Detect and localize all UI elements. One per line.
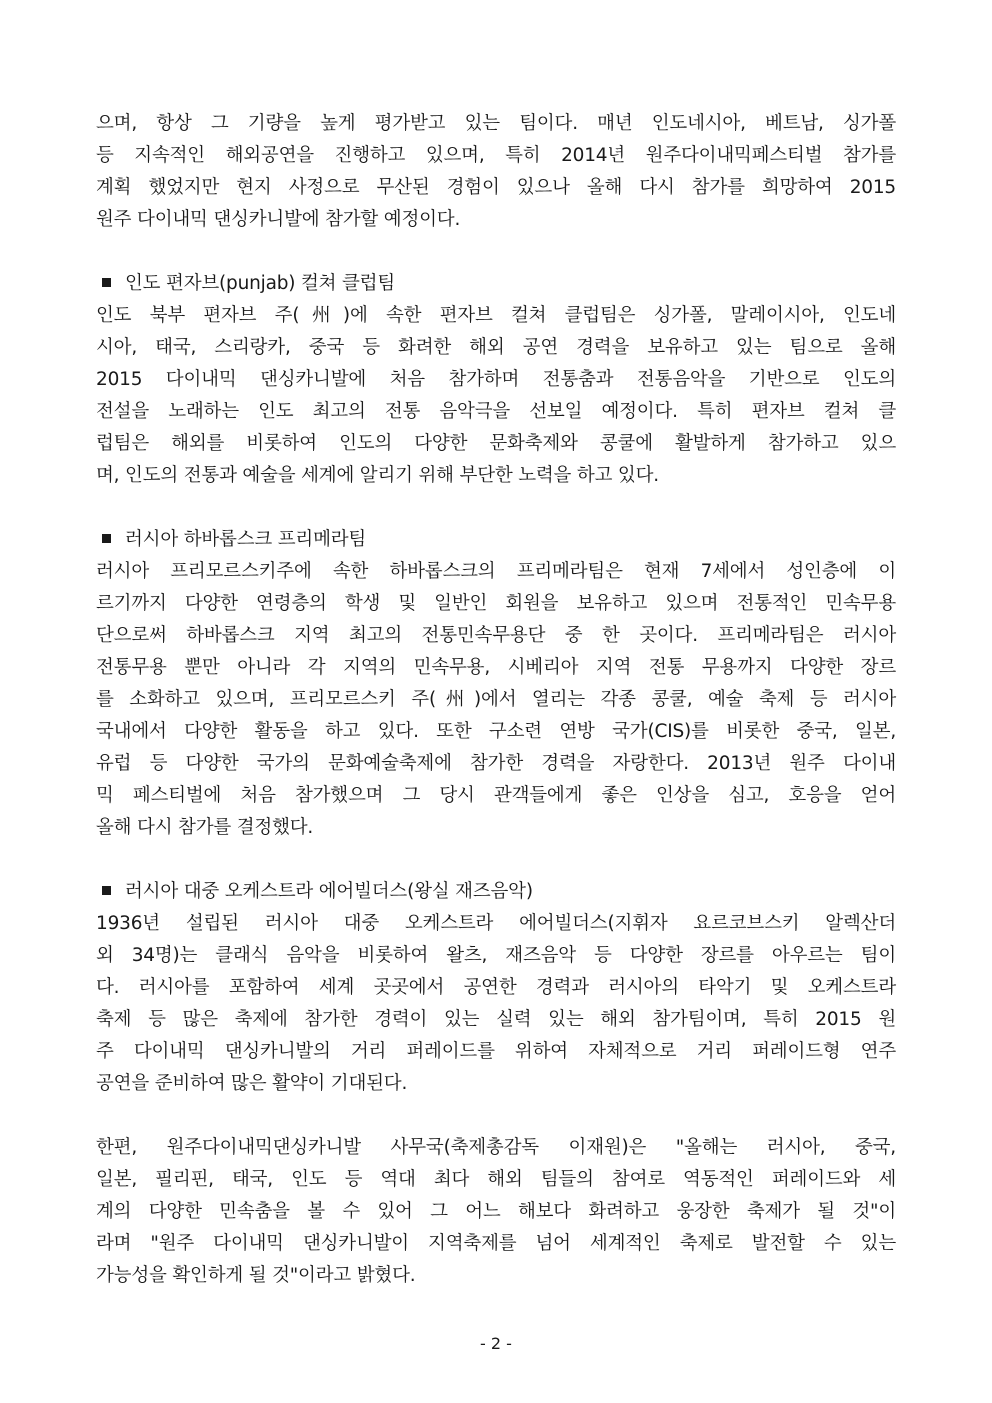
document-body (96, 108, 896, 1292)
paragraph-line: 2015 다이내믹 댄싱카니발에 처음 참가하며 전통춤과 전통음악을 기반으로 인도의 (96, 369, 896, 390)
paragraph-line: 원주 다이내믹 댄싱카니발에 참가할 예정이다. (96, 209, 461, 230)
section-heading (96, 268, 896, 300)
paragraph-line: 럽팀은 해외를 비롯하여 인도의 다양한 문화축제와 콩쿨에 활발하게 참가하고 있으 (96, 433, 896, 454)
paragraph-line: 외 34명)는 클래식 음악을 비롯하여 왈츠, 재즈음악 등 다양한 장르를 아우르는 팀이 (96, 945, 896, 966)
section-airbuilders (96, 876, 896, 1100)
paragraph-line: 축제 등 많은 축제에 참가한 경력이 있는 실력 있는 해외 참가팀이며, 특히 2015 원 (96, 1009, 896, 1030)
section-punjab (96, 268, 896, 492)
paragraph-line: 공연을 준비하여 많은 활약이 기대된다. (96, 1073, 408, 1094)
paragraph-line: 가능성을 확인하게 될 것"이라고 밝혔다. (96, 1265, 416, 1286)
paragraph-line: 인도 북부 편자브 주(州)에 속한 편자브 컬쳐 클럽팀은 싱가폴, 말레이시아, 인도네 (96, 305, 896, 326)
paragraph-line: 전통무용 뿐만 아니라 각 지역의 민속무용, 시베리아 지역 전통 무용까지 다양한 장르 (96, 657, 896, 678)
section-heading-text: 러시아 하바롭스크 프리메라팀 (125, 529, 367, 550)
section-heading-text: 러시아 대중 오케스트라 에어빌더스(왕실 재즈음악) (125, 881, 533, 902)
paragraph-line: 주 다이내믹 댄싱카니발의 거리 퍼레이드를 위하여 자체적으로 거리 퍼레이드형 연주 (96, 1041, 896, 1062)
intro-paragraph (96, 108, 896, 236)
paragraph-line: 1936년 설립된 러시아 대중 오케스트라 에어빌더스(지휘자 요르코브스키 알렉산더 (96, 913, 896, 934)
paragraph-line: 믹 페스티벌에 처음 참가했으며 그 당시 관객들에게 좋은 인상을 심고, 호응을 얻어 (96, 785, 896, 806)
section-heading-text: 인도 편자브(punjab) 컬쳐 클럽팀 (125, 273, 396, 294)
paragraph-gap (96, 236, 896, 268)
section-primera (96, 524, 896, 844)
paragraph-gap (96, 1100, 896, 1132)
paragraph-line: 단으로써 하바롭스크 지역 최고의 전통민속무용단 중 한 곳이다. 프리메라팀은 러시아 (96, 625, 896, 646)
paragraph-line: 를 소화하고 있으며, 프리모르스키 주(州)에서 열리는 각종 콩쿨, 예술 축제 등 러시아 (96, 689, 896, 710)
paragraph-line: 라며 "원주 다이내믹 댄싱카니발이 지역축제를 넘어 세계적인 축제로 발전할 수 있는 (96, 1233, 896, 1254)
closing-paragraph (96, 1132, 896, 1292)
paragraph-line: 으며, 항상 그 기량을 높게 평가받고 있는 팀이다. 매년 인도네시아, 베트남, 싱가폴 (96, 113, 896, 134)
section-heading (96, 876, 896, 908)
paragraph-line: 계의 다양한 민속춤을 볼 수 있어 그 어느 해보다 화려하고 웅장한 축제가 될 것"이 (96, 1201, 896, 1222)
paragraph-line: 일본, 필리핀, 태국, 인도 등 역대 최다 해외 팀들의 참여로 역동적인 퍼레이드와 세 (96, 1169, 896, 1190)
paragraph-line: 유럽 등 다양한 국가의 문화예술축제에 참가한 경력을 자랑한다. 2013년 원주 다이내 (96, 753, 896, 774)
paragraph-line: 전설을 노래하는 인도 최고의 전통 음악극을 선보일 예정이다. 특히 편자브 컬쳐 클 (96, 401, 896, 422)
square-bullet-icon (102, 886, 111, 895)
paragraph-line: 다. 러시아를 포함하여 세계 곳곳에서 공연한 경력과 러시아의 타악기 및 오케스트라 (96, 977, 896, 998)
paragraph-line: 계획 했었지만 현지 사정으로 무산된 경험이 있으나 올해 다시 참가를 희망하여 2015 (96, 177, 896, 198)
paragraph-line: 르기까지 다양한 연령층의 학생 및 일반인 회원을 보유하고 있으며 전통적인 민속무용 (96, 593, 896, 614)
square-bullet-icon (102, 534, 111, 543)
paragraph-line: 시아, 태국, 스리랑카, 중국 등 화려한 해외 공연 경력을 보유하고 있는 팀으로 올해 (96, 337, 896, 358)
page-number: - 2 - (480, 1334, 512, 1353)
paragraph-gap (96, 844, 896, 876)
paragraph-gap (96, 492, 896, 524)
paragraph-line: 국내에서 다양한 활동을 하고 있다. 또한 구소련 연방 국가(CIS)를 비롯한 중국, 일본, (96, 721, 896, 742)
paragraph-line: 등 지속적인 해외공연을 진행하고 있으며, 특히 2014년 원주다이내믹페스티벌 참가를 (96, 145, 896, 166)
paragraph-line: 한편, 원주다이내믹댄싱카니발 사무국(축제총감독 이재원)은 "올해는 러시아, 중국, (96, 1137, 896, 1158)
section-heading (96, 524, 896, 556)
paragraph-line: 며, 인도의 전통과 예술을 세계에 알리기 위해 부단한 노력을 하고 있다. (96, 465, 659, 486)
paragraph-line: 러시아 프리모르스키주에 속한 하바롭스크의 프리메라팀은 현재 7세에서 성인층에 이 (96, 561, 896, 582)
square-bullet-icon (102, 278, 111, 287)
paragraph-line: 올해 다시 참가를 결정했다. (96, 817, 314, 838)
